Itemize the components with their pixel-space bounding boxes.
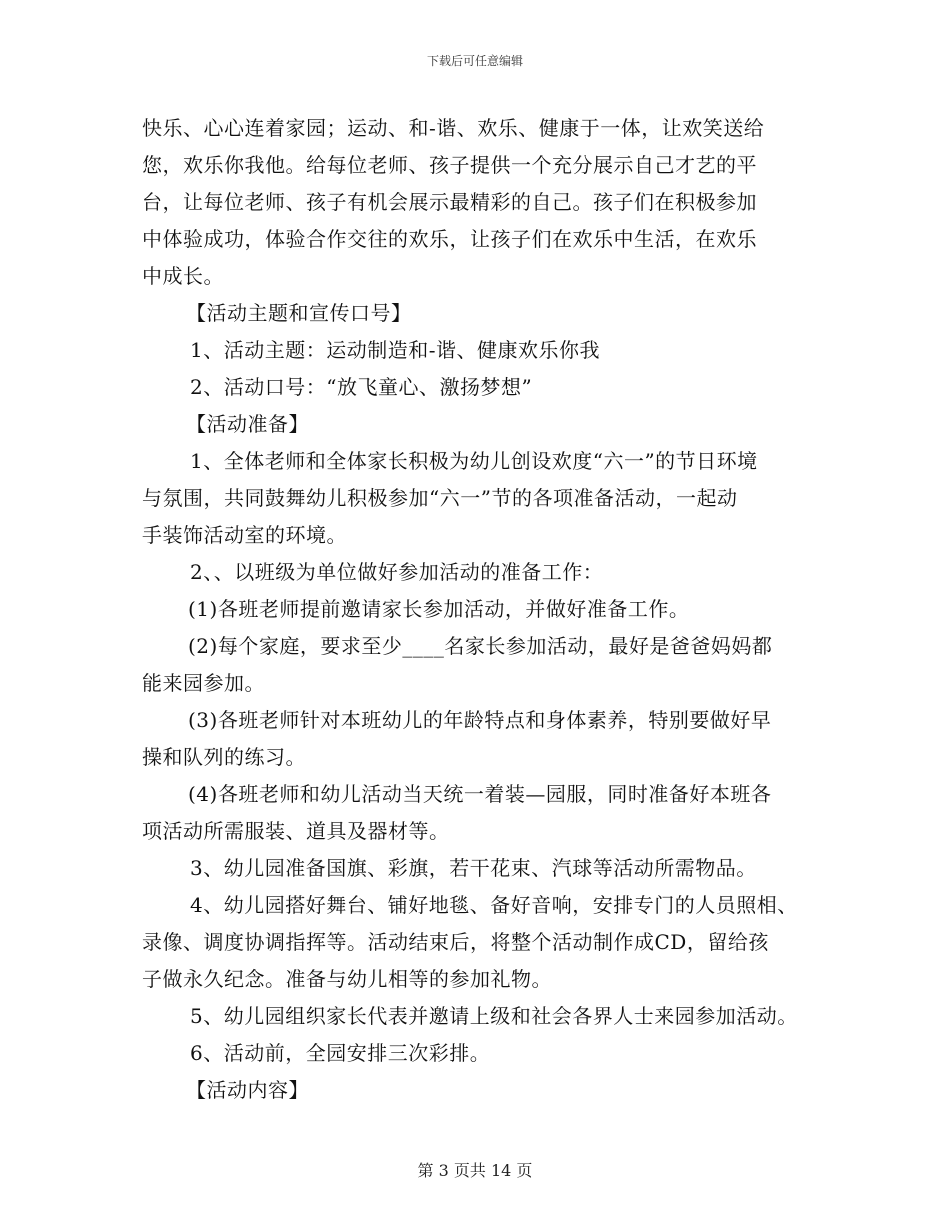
section-heading-theme: 【活动主题和宣传口号】 — [186, 301, 412, 325]
list-item: 1、活动主题：运动制造和-谐、健康欢乐你我 — [190, 338, 600, 362]
list-item: 2、活动口号：“放飞童心、激扬梦想” — [190, 375, 533, 399]
list-item: 5、幼儿园组织家长代表并邀请上级和社会各界人士来园参加活动。 — [190, 1004, 798, 1028]
list-item: 6、活动前，全园安排三次彩排。 — [190, 1041, 491, 1065]
paragraph-line: 您，欢乐你我他。给每位老师、孩子提供一个充分展示自己才艺的平 — [142, 153, 757, 177]
paragraph-line: 操和队列的练习。 — [142, 745, 306, 769]
page-footer: 第 3 页共 14 页 — [417, 1161, 533, 1180]
document-body — [142, 110, 822, 1109]
paragraph-line: 台，让每位老师、孩子有机会展示最精彩的自己。孩子们在积极参加 — [142, 190, 757, 214]
list-item: 1、全体老师和全体家长积极为幼儿创设欢度“六一”的节日环境 — [190, 449, 758, 473]
page-header: 下载后可任意编辑 — [426, 54, 523, 68]
sub-list-item: (4)各班老师和幼儿活动当天统一着装—园服，同时准备好本班各 — [188, 782, 772, 806]
paragraph-line: 快乐、心心连着家园；运动、和-谐、欢乐、健康于一体，让欢笑送给 — [142, 116, 765, 140]
list-item: 4、幼儿园搭好舞台、铺好地毯、备好音响，安排专门的人员照相、 — [190, 893, 798, 917]
sub-list-item: (3)各班老师针对本班幼儿的年龄特点和身体素养，特别要做好早 — [188, 708, 772, 732]
list-item: 2、、以班级为单位做好参加活动的准备工作： — [190, 560, 604, 584]
paragraph-line: 项活动所需服装、道具及器材等。 — [142, 819, 450, 843]
paragraph-line: 子做永久纪念。准备与幼儿相等的参加礼物。 — [142, 967, 552, 991]
section-heading-content: 【活动内容】 — [186, 1078, 309, 1102]
paragraph-line: 中体验成功，体验合作交往的欢乐，让孩子们在欢乐中生活，在欢乐 — [142, 227, 757, 251]
list-item: 3、幼儿园准备国旗、彩旗，若干花束、汽球等活动所需物品。 — [190, 856, 757, 880]
sub-list-item: (2)每个家庭，要求至少____名家长参加活动，最好是爸爸妈妈都 — [188, 634, 773, 658]
paragraph-line: 与氛围，共同鼓舞幼儿积极参加“六一”节的各项准备活动，一起动 — [142, 486, 738, 510]
paragraph-line: 中成长。 — [142, 264, 224, 288]
paragraph-line: 手装饰活动室的环境。 — [142, 523, 347, 547]
section-heading-preparation: 【活动准备】 — [186, 412, 309, 436]
sub-list-item: (1)各班老师提前邀请家长参加活动，并做好准备工作。 — [188, 597, 690, 621]
paragraph-line: 录像、调度协调指挥等。活动结束后，将整个活动制作成CD，留给孩 — [142, 930, 769, 954]
paragraph-line: 能来园参加。 — [142, 671, 265, 695]
